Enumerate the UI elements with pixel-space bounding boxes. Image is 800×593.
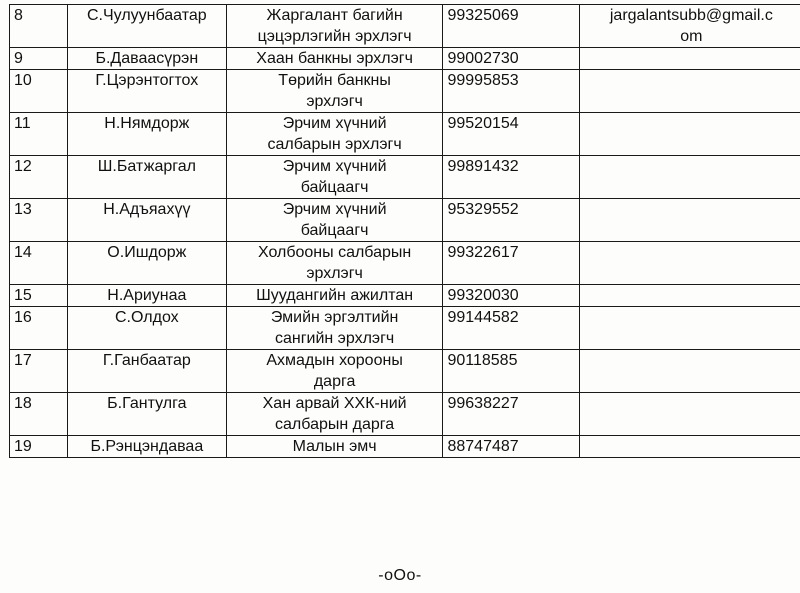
position-cell xyxy=(226,307,443,350)
email-cell xyxy=(579,70,800,113)
name-cell xyxy=(67,242,226,285)
position-cell xyxy=(226,436,443,458)
position-cell-text: Хаан банкны эрхлэгч xyxy=(256,50,413,67)
email-cell-text: jargalantsubb@gmail.c om xyxy=(609,7,773,45)
position-cell xyxy=(226,48,443,70)
name-cell-text: Г.Ганбаатар xyxy=(102,352,191,369)
table-row xyxy=(10,156,800,199)
phone-cell-text: 99638227 xyxy=(447,395,519,412)
row-number-cell-text: 15 xyxy=(14,287,32,304)
position-cell-text: Эрчим хүчний салбарын эрхлэгч xyxy=(267,115,402,153)
row-number-cell-text: 9 xyxy=(14,50,23,67)
name-cell xyxy=(67,393,226,436)
email-cell xyxy=(579,436,800,458)
email-cell xyxy=(579,199,800,242)
position-cell xyxy=(226,393,443,436)
position-cell xyxy=(226,242,443,285)
row-number-cell xyxy=(10,393,68,436)
phone-cell xyxy=(443,285,579,307)
table-row xyxy=(10,393,800,436)
row-number-cell-text: 14 xyxy=(14,244,32,261)
position-cell-text: Төрийн банкны эрхлэгч xyxy=(278,72,391,110)
name-cell-text: Ш.Батжаргал xyxy=(97,158,196,175)
name-cell-text: Н.Нямдорж xyxy=(104,115,190,132)
name-cell xyxy=(67,48,226,70)
row-number-cell-text: 11 xyxy=(14,115,31,132)
name-cell xyxy=(67,199,226,242)
table-row xyxy=(10,199,800,242)
email-cell xyxy=(579,307,800,350)
table-row xyxy=(10,350,800,393)
name-cell-text: Б.Даваасүрэн xyxy=(95,50,199,67)
name-cell-text: Б.Рэнцэндаваа xyxy=(90,438,204,455)
table-row xyxy=(10,5,800,48)
email-cell xyxy=(579,156,800,199)
phone-cell-text: 88747487 xyxy=(447,438,519,455)
phone-cell-text: 99520154 xyxy=(447,115,519,132)
table-row xyxy=(10,48,800,70)
name-cell xyxy=(67,113,226,156)
position-cell xyxy=(226,285,443,307)
email-cell xyxy=(579,350,800,393)
phone-cell-text: 99320030 xyxy=(447,287,519,304)
name-cell xyxy=(67,5,226,48)
row-number-cell xyxy=(10,436,68,458)
name-cell-text: С.Олдох xyxy=(115,309,179,326)
row-number-cell-text: 13 xyxy=(14,201,32,218)
name-cell-text: О.Ишдорж xyxy=(107,244,187,261)
phone-cell-text: 99322617 xyxy=(447,244,519,261)
position-cell xyxy=(226,199,443,242)
phone-cell-text: 99891432 xyxy=(447,158,519,175)
position-cell-text: Жаргалант багийн цэцэрлэгийн эрхлэгч xyxy=(257,7,412,45)
row-number-cell-text: 18 xyxy=(14,395,32,412)
row-number-cell xyxy=(10,156,68,199)
phone-cell xyxy=(443,48,579,70)
phone-cell xyxy=(443,436,579,458)
position-cell-text: Эмийн эргэлтийн сангийн эрхлэгч xyxy=(270,309,399,347)
row-number-cell xyxy=(10,70,68,113)
name-cell xyxy=(67,285,226,307)
name-cell-text: Г.Цэрэнтогтох xyxy=(95,72,199,89)
position-cell-text: Эрчим хүчний байцаагч xyxy=(282,158,387,196)
row-number-cell-text: 17 xyxy=(14,352,32,369)
email-cell xyxy=(579,285,800,307)
position-cell-text: Малын эмч xyxy=(292,438,377,455)
email-cell xyxy=(579,5,800,48)
table-row xyxy=(10,285,800,307)
position-cell-text: Хан арвай ХХК-ний салбарын дарга xyxy=(262,395,407,433)
email-cell xyxy=(579,242,800,285)
name-cell-text: Н.Ариунаа xyxy=(107,287,187,304)
position-cell xyxy=(226,113,443,156)
contacts-table-body xyxy=(10,5,800,458)
phone-cell-text: 90118585 xyxy=(447,352,518,369)
phone-cell xyxy=(443,199,579,242)
contacts-table xyxy=(9,4,800,458)
table-row xyxy=(10,436,800,458)
phone-cell xyxy=(443,5,579,48)
phone-cell xyxy=(443,350,579,393)
phone-cell-text: 99002730 xyxy=(447,50,519,67)
phone-cell xyxy=(443,156,579,199)
name-cell-text: Б.Гантулга xyxy=(107,395,187,412)
row-number-cell-text: 10 xyxy=(14,72,32,89)
row-number-cell-text: 8 xyxy=(14,7,23,24)
position-cell-text: Ахмадын хорооны дарга xyxy=(266,352,403,390)
position-cell-text: Шуудангийн ажилтан xyxy=(256,287,414,304)
name-cell xyxy=(67,70,226,113)
phone-cell xyxy=(443,113,579,156)
row-number-cell xyxy=(10,113,68,156)
table-row xyxy=(10,242,800,285)
email-cell xyxy=(579,113,800,156)
position-cell xyxy=(226,70,443,113)
name-cell-text: Н.Адъяахүү xyxy=(103,201,191,218)
phone-cell xyxy=(443,393,579,436)
position-cell-text: Эрчим хүчний байцаагч xyxy=(282,201,387,239)
name-cell xyxy=(67,436,226,458)
email-cell xyxy=(579,48,800,70)
phone-cell xyxy=(443,307,579,350)
phone-cell xyxy=(443,70,579,113)
row-number-cell xyxy=(10,307,68,350)
row-number-cell xyxy=(10,199,68,242)
row-number-cell-text: 16 xyxy=(14,309,32,326)
row-number-cell xyxy=(10,5,68,48)
phone-cell-text: 95329552 xyxy=(447,201,519,218)
row-number-cell xyxy=(10,350,68,393)
name-cell xyxy=(67,307,226,350)
table-row xyxy=(10,307,800,350)
table-row xyxy=(10,70,800,113)
email-cell xyxy=(579,393,800,436)
row-number-cell-text: 12 xyxy=(14,158,32,175)
position-cell-text: Холбооны салбарын эрхлэгч xyxy=(257,244,412,282)
position-cell xyxy=(226,5,443,48)
phone-cell xyxy=(443,242,579,285)
closing-mark: -оОо- xyxy=(378,567,422,584)
row-number-cell-text: 19 xyxy=(14,438,32,455)
phone-cell-text: 99325069 xyxy=(447,7,519,24)
row-number-cell xyxy=(10,285,68,307)
table-row xyxy=(10,113,800,156)
row-number-cell xyxy=(10,242,68,285)
name-cell xyxy=(67,350,226,393)
name-cell xyxy=(67,156,226,199)
position-cell xyxy=(226,156,443,199)
position-cell xyxy=(226,350,443,393)
row-number-cell xyxy=(10,48,68,70)
name-cell-text: С.Чулуунбаатар xyxy=(87,7,207,24)
phone-cell-text: 99144582 xyxy=(447,309,519,326)
phone-cell-text: 99995853 xyxy=(447,72,519,89)
